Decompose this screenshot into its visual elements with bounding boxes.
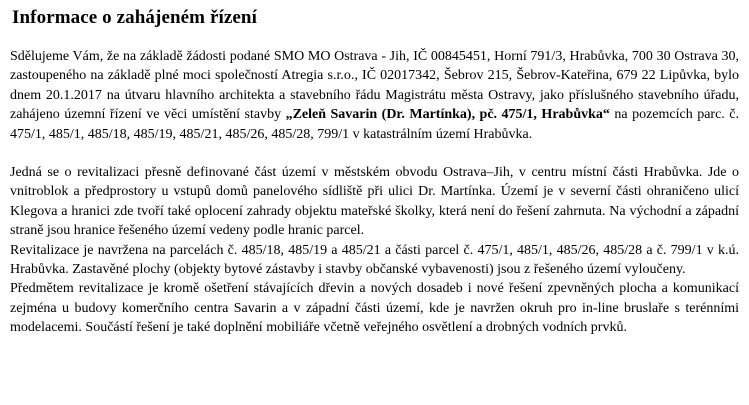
paragraph-intro-parcels: na pozemcích parc. č. 475/1, 485/1, 485/18, 485/19, 485/21, 485/26, 485/28, 799/1 v katastrálním území Hrabůvka. — [10, 107, 740, 142]
paragraph-description: Jedná se o revitalizaci přesně definované část území v městském obvodu Ostrava–Jih, v centru místní části Hrabůvka. Jde o vnitroblok a předprostory u vstupů domů panelového sídliště při ulici Dr. Martínka. Území je v severní části ohraničeno ulicí Klegova a hranici zde tvoří také oplocení zahrady objektu mateřské školky, která není do řešení zahrnuta. Na východní a západní straně jsou hranice řešeného území vedeny podle hranic parcel. — [10, 165, 739, 239]
construction-name: „Zeleň Savarin (Dr. Martínka), pč. 475/1, Hrabůvka“ — [285, 107, 610, 123]
paragraph-subject: Předmětem revitalizace je kromě ošetření stávajících dřevin a nových dosadeb i nové řešení zpevněných plocha a komunikací zejména u budovy komerčního centra Savarin a v západní části území, kde je navržen okruh pro in-line bruslaře s terénními modelacemi. Součástí řešení je také doplnění mobiliáře včetně veřejného osvětlení a drobných vodních prvků. — [10, 281, 739, 336]
paragraph-parcels: Revitalizace je navržena na parcelách č. 485/18, 485/19 a 485/21 a části parcel č. 475/1, 485/1, 485/26, 485/28 a č. 799/1 v k.ú. Hrabůvka. Zastavěné plochy (objekty bytové zástavby i stavby občanské vybavenosti) jsou z řešeného území vyloučeny. — [10, 242, 739, 278]
document-title: Informace o zahájeném řízení — [12, 7, 257, 28]
paragraph-intro — [10, 47, 739, 144]
paragraph-intro-text: Sdělujeme Vám, že na základě žádosti podané SMO MO Ostrava - Jih, IČ 00845451, Horní 791/3, Hrabůvka, 700 30 Ostrava 30, zastoupeného na základě plné moci společností Atregia s.r.o., IČ 02017342, Šebrov 215, Šebrov-Kateřina, 679 22 Lipůvka, bylo dnem 20.1.2017 na útvaru hlavního architekta a stavebního řádu Magistrátu města Ostravy, jako příslušného stavebního úřadu, zahájeno územní řízení ve věci umístění stavby — [10, 49, 739, 123]
